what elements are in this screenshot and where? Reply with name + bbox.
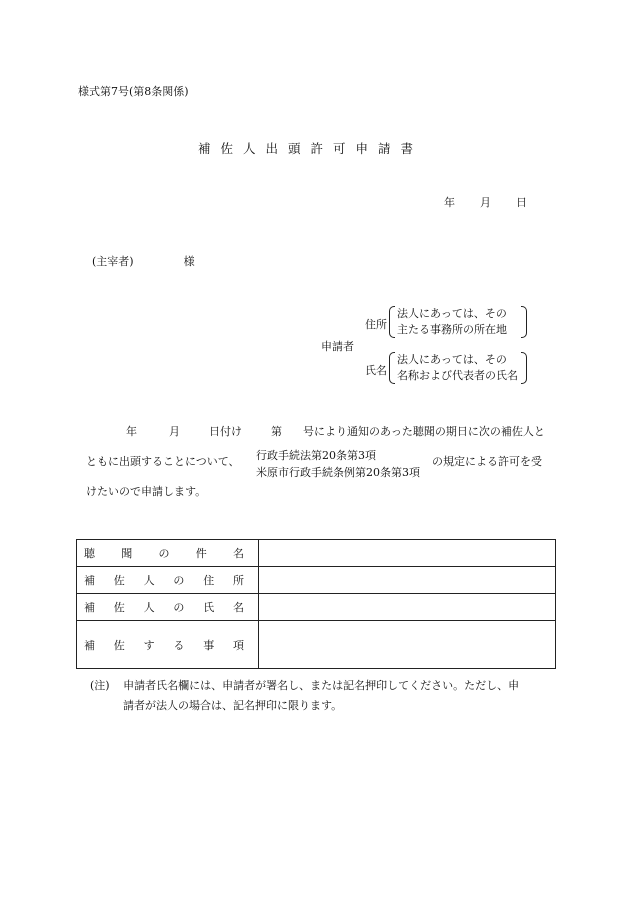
- document-title: 補佐人出頭許可申請書: [198, 141, 424, 156]
- name-label: 氏名: [365, 364, 387, 377]
- label-char: 項: [232, 638, 244, 652]
- label-char: 件: [195, 547, 207, 560]
- label-char: 佐: [113, 638, 125, 652]
- body-number-prefix: 第: [271, 425, 282, 438]
- assisting-matters-field[interactable]: [259, 621, 556, 669]
- body-month: 月: [169, 425, 180, 438]
- label-char: 氏: [203, 601, 215, 614]
- row-label-assistant-address: [77, 567, 259, 594]
- label-char: 聞: [121, 547, 133, 560]
- footnote-text-2: 請者が法人の場合は、記名押印に限ります。: [123, 699, 343, 712]
- name-note: [389, 352, 527, 384]
- date-day: 日: [516, 196, 527, 209]
- assistant-name-field[interactable]: [259, 594, 556, 621]
- label-char: る: [173, 638, 185, 652]
- body-line-2-start: ともに出頭することについて、: [86, 455, 240, 468]
- label-char: 事: [203, 638, 215, 652]
- label-char: の: [173, 601, 185, 614]
- address-note-line-2: 主たる事務所の所在地: [397, 323, 507, 336]
- label-char: 補: [84, 638, 95, 652]
- name-note-line-2: 名称および代表者の氏名: [397, 369, 518, 382]
- table-row: [77, 621, 556, 669]
- body-line-1: [126, 426, 545, 437]
- footnote-text-1: 申請者氏名欄には、申請者が署名し、または記名押印してください。ただし、申: [123, 679, 520, 692]
- label-char: 聴: [84, 547, 95, 560]
- address-label: 住所: [365, 318, 387, 331]
- label-char: 所: [232, 574, 244, 587]
- table-row: [77, 540, 556, 567]
- law-option-1: 行政手続法第20条第3項: [256, 449, 376, 462]
- hearing-subject-field[interactable]: [259, 540, 556, 567]
- footnote-line-1: [90, 676, 560, 696]
- row-label-assisting-matters: [77, 621, 259, 669]
- label-char: 補: [84, 601, 95, 614]
- address-note-line-1: 法人にあっては、その: [397, 307, 507, 320]
- date-line: [444, 197, 527, 208]
- footnote: [90, 676, 560, 716]
- body-year: 年: [126, 425, 137, 438]
- name-note-line-1: 法人にあっては、その: [397, 353, 507, 366]
- date-month: 月: [480, 196, 491, 209]
- label-char: 住: [203, 574, 215, 587]
- footnote-label: (注): [90, 679, 110, 692]
- label-char: 人: [143, 601, 155, 614]
- addressee: [92, 256, 195, 267]
- label-char: の: [173, 574, 185, 587]
- applicant-label: 申請者: [321, 340, 354, 353]
- body-line-3: けたいので申請します。: [86, 485, 207, 498]
- label-char: 名: [232, 601, 244, 614]
- assistant-address-field[interactable]: [259, 567, 556, 594]
- honorific: 様: [183, 255, 195, 268]
- row-label-assistant-name: [77, 594, 259, 621]
- label-char: 人: [143, 574, 155, 587]
- body-line-2-end: の規定による許可を受: [432, 455, 542, 468]
- label-char: 佐: [113, 574, 125, 587]
- table-row: [77, 567, 556, 594]
- presider-label: (主宰者): [92, 255, 134, 268]
- law-option-2: 米原市行政手続条例第20条第3項: [256, 466, 420, 479]
- law-choice: [256, 447, 420, 481]
- row-label-hearing-subject: [77, 540, 259, 567]
- label-char: の: [158, 547, 170, 560]
- body-date: 日付け: [209, 425, 242, 438]
- details-table: [76, 539, 556, 669]
- label-char: 補: [84, 574, 95, 587]
- label-char: 佐: [113, 601, 125, 614]
- label-char: す: [143, 638, 155, 652]
- body-line-1-rest: 号により通知のあった聴聞の期日に次の補佐人と: [303, 425, 545, 438]
- date-year: 年: [444, 196, 455, 209]
- address-note: [389, 306, 527, 338]
- label-char: 名: [233, 547, 244, 560]
- form-number: 様式第7号(第8条関係): [78, 85, 189, 98]
- table-row: [77, 594, 556, 621]
